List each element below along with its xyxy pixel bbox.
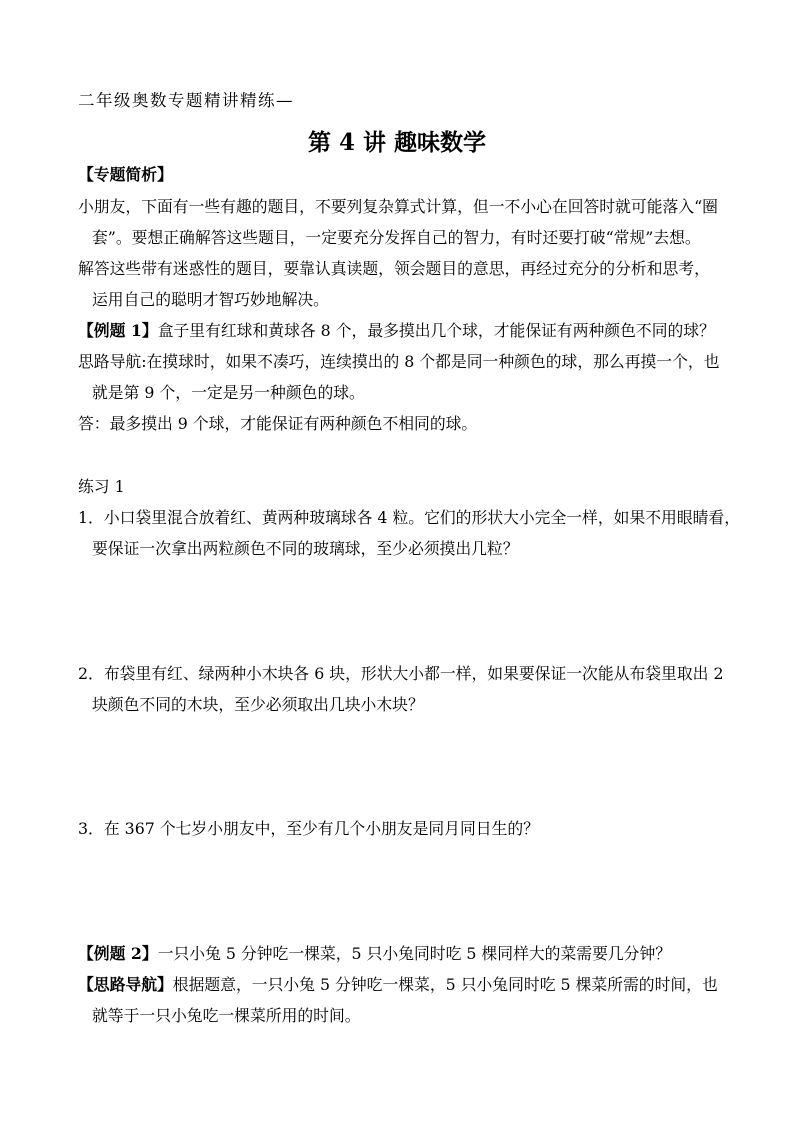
example-1-question: 盒子里有红球和黄球各 8 个，最多摸出几个球，才能保证有两种颜色不同的球？ (157, 321, 715, 340)
example-1-question-line (78, 321, 715, 341)
example-2-thinking-line-1 (78, 975, 718, 995)
example-2-thinking-2: 就等于一只小兔吃一棵菜所用的时间。 (92, 1006, 361, 1025)
intro-line-4: 运用自己的聪明才智巧妙地解决。 (92, 290, 329, 309)
practice-1-q3: 3．在 367 个七岁小朋友中，至少有几个小朋友是同月同日生的？ (78, 819, 539, 838)
practice-1-q1-line-1: 1．小口袋里混合放着红、黄两种玻璃球各 4 粒。它们的形状大小完全一样，如果不用眼睛看， (78, 508, 741, 527)
intro-heading: 【专题简析】 (78, 165, 173, 184)
example-2-thinking-label: 【思路导航】 (78, 975, 173, 994)
intro-line-1: 小朋友，下面有一些有趣的题目，不要列复杂算式计算，但一不小心在回答时就可能落入“圈 (78, 197, 718, 216)
example-1-answer: 答：最多摸出 9 个球，才能保证有两种颜色不相同的球。 (78, 414, 478, 433)
intro-line-3: 解答这些带有迷惑性的题目，要靠认真读题，领会题目的意思，再经过充分的分析和思考， (78, 259, 710, 278)
practice-1-q1-line-2: 要保证一次拿出两粒颜色不同的玻璃球，至少必须摸出几粒？ (92, 539, 519, 558)
example-2-question: 一只小兔 5 分钟吃一棵菜，5 只小兔同时吃 5 棵同样大的菜需要几分钟？ (157, 944, 672, 963)
example-2-question-line (78, 944, 671, 964)
practice-1-heading: 练习 1 (78, 477, 125, 496)
example-1-label: 【例题 1】 (78, 321, 158, 340)
intro-line-2: 套”。要想正确解答这些题目，一定要充分发挥自己的智力，有时还要打破“常规”去想。 (92, 228, 701, 247)
lecture-title: 第 4 讲 趣味数学 (307, 129, 487, 156)
practice-1-q2-line-2: 块颜色不同的木块，至少必须取出几块小木块？ (92, 695, 424, 714)
series-title: 二年级奥数专题精讲精练— (78, 91, 294, 110)
practice-1-q2-line-1: 2．布袋里有红、绿两种小木块各 6 块，形状大小都一样，如果要保证一次能从布袋里取出 2 (78, 664, 724, 683)
example-1-thinking-2: 就是第 9 个，一定是另一种颜色的球。 (92, 383, 365, 402)
example-2-label: 【例题 2】 (78, 944, 158, 963)
example-1-thinking-1: 思路导航:在摸球时，如果不凑巧，连续摸出的 8 个都是同一种颜色的球，那么再摸一个，也 (78, 352, 720, 371)
example-2-thinking-1: 根据题意，一只小兔 5 分钟吃一棵菜，5 只小兔同时吃 5 棵菜所需的时间，也 (172, 975, 718, 994)
